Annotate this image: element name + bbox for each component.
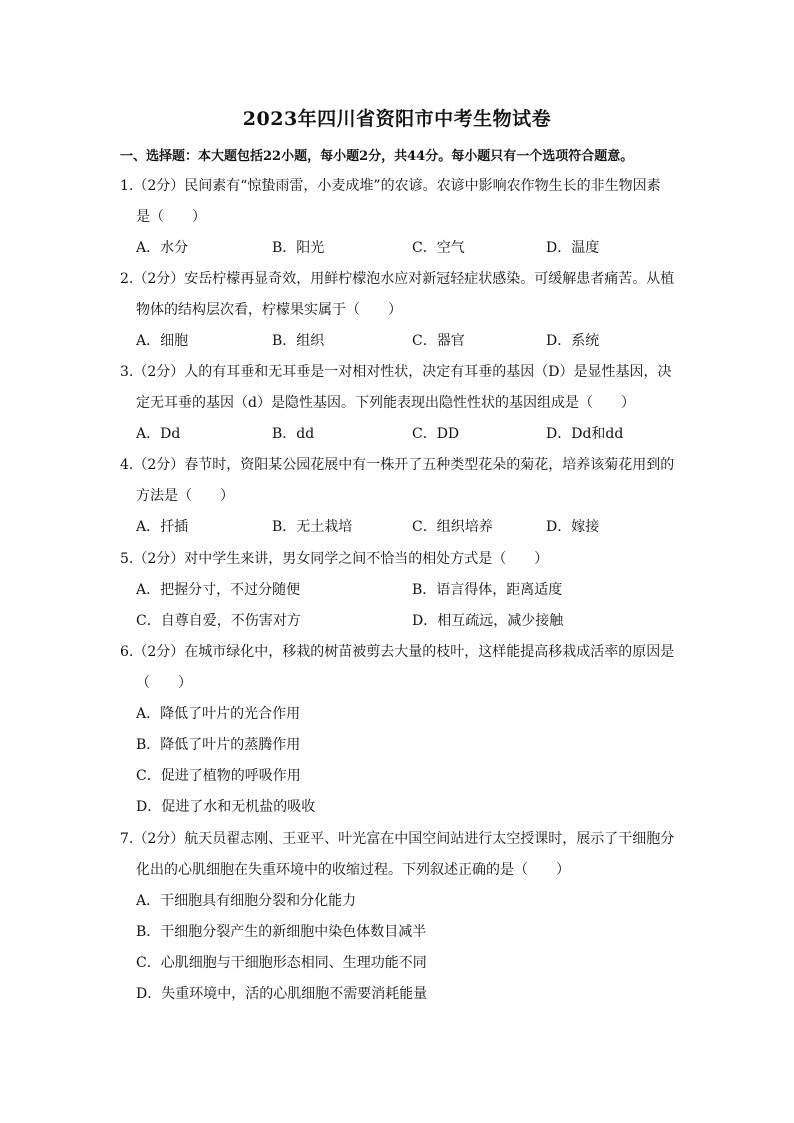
- question-stem-line: 3.（2分）人的有耳垂和无耳垂是一对相对性状，决定有耳垂的基因（D）是显性基因，决: [120, 364, 672, 380]
- question-stem-line: 1.（2分）民间素有“惊蛰雨雷，小麦成堆”的农谚。农谚中影响农作物生长的非生物因素: [120, 178, 661, 194]
- option-c[interactable]: C．DD: [412, 426, 460, 442]
- option-b[interactable]: B．语言得体，距离适度: [412, 582, 563, 598]
- question-6: [120, 637, 680, 823]
- option-a[interactable]: A．Dd: [136, 426, 181, 442]
- options-row: [120, 575, 680, 606]
- option-c[interactable]: C．促进了植物的呼吸作用: [136, 768, 301, 784]
- question-stem-line: 6.（2分）在城市绿化中，移栽的树苗被剪去大量的枝叶，这样能提高移栽成活率的原因是: [120, 644, 675, 660]
- question-stem-line: 7.（2分）航天员翟志刚、王亚平、叶光富在中国空间站进行太空授课时，展示了干细胞分: [120, 831, 675, 847]
- question-stem-line: 定无耳垂的基因（d）是隐性基因。下列能表现出隐性性状的基因组成是（ ）: [136, 395, 635, 411]
- question-stem-line: 是（ ）: [136, 209, 206, 225]
- option-d[interactable]: D．嫁接: [546, 519, 600, 535]
- option-c[interactable]: C．自尊自爱，不伤害对方: [136, 613, 301, 629]
- options-row: [120, 326, 680, 357]
- option-b[interactable]: B．降低了叶片的蒸腾作用: [136, 737, 301, 753]
- question-stem-line: 2.（2分）安岳柠檬再显奇效，用鲜柠檬泡水应对新冠轻症状感染。可缓解患者痛苦。从植: [120, 271, 675, 287]
- question-7: [120, 824, 680, 1010]
- section-heading: 一、选择题：本大题包括22小题，每小题2分，共44分。每小题只有一个选项符合题意。: [120, 149, 634, 164]
- option-c[interactable]: C．组织培养: [412, 519, 493, 535]
- options-row: [120, 606, 680, 637]
- question-3: [120, 357, 680, 450]
- option-d[interactable]: D．促进了水和无机盐的吸收: [136, 799, 316, 815]
- option-c[interactable]: C．器官: [412, 333, 465, 349]
- option-b[interactable]: B．阳光: [272, 240, 325, 256]
- option-d[interactable]: D．系统: [546, 333, 600, 349]
- question-5: [120, 544, 680, 637]
- option-d[interactable]: D．温度: [546, 240, 600, 256]
- option-a[interactable]: A．扦插: [136, 519, 189, 535]
- option-a[interactable]: A．水分: [136, 240, 189, 256]
- option-a[interactable]: A．把握分寸，不过分随便: [136, 582, 301, 598]
- question-stem-line: 方法是（ ）: [136, 488, 234, 504]
- option-c[interactable]: C．空气: [412, 240, 465, 256]
- options-row: [120, 233, 680, 264]
- option-c[interactable]: C．心肌细胞与干细胞形态相同、生理功能不同: [136, 955, 427, 971]
- exam-title: 2023年四川省资阳市中考生物试卷: [242, 108, 552, 130]
- option-b[interactable]: B．无土栽培: [272, 519, 353, 535]
- option-d[interactable]: D．相互疏远，减少接触: [412, 613, 564, 629]
- option-d[interactable]: D．Dd和dd: [546, 426, 624, 442]
- option-b[interactable]: B．组织: [272, 333, 325, 349]
- option-b[interactable]: B．干细胞分裂产生的新细胞中染色体数目减半: [136, 924, 427, 940]
- option-a[interactable]: A．降低了叶片的光合作用: [136, 706, 301, 722]
- question-2: [120, 264, 680, 357]
- question-1: [120, 171, 680, 264]
- question-stem-line: 物体的结构层次看，柠檬果实属于（ ）: [136, 302, 402, 318]
- question-4: [120, 450, 680, 543]
- option-a[interactable]: A．细胞: [136, 333, 189, 349]
- option-b[interactable]: B．dd: [272, 426, 315, 442]
- option-a[interactable]: A．干细胞具有细胞分裂和分化能力: [136, 893, 357, 909]
- option-d[interactable]: D．失重环境中，活的心肌细胞不需要消耗能量: [136, 986, 428, 1002]
- options-row: [120, 419, 680, 450]
- options-row: [120, 512, 680, 543]
- question-stem-line: 4.（2分）春节时，资阳某公园花展中有一株开了五种类型花朵的菊花，培养该菊花用到的: [120, 457, 675, 473]
- question-stem-line: 化出的心肌细胞在失重环境中的收缩过程。下列叙述正确的是（ ）: [136, 862, 570, 878]
- question-stem-line: （ ）: [136, 675, 192, 691]
- question-stem-line: 5.（2分）对中学生来讲，男女同学之间不恰当的相处方式是（ ）: [120, 551, 549, 567]
